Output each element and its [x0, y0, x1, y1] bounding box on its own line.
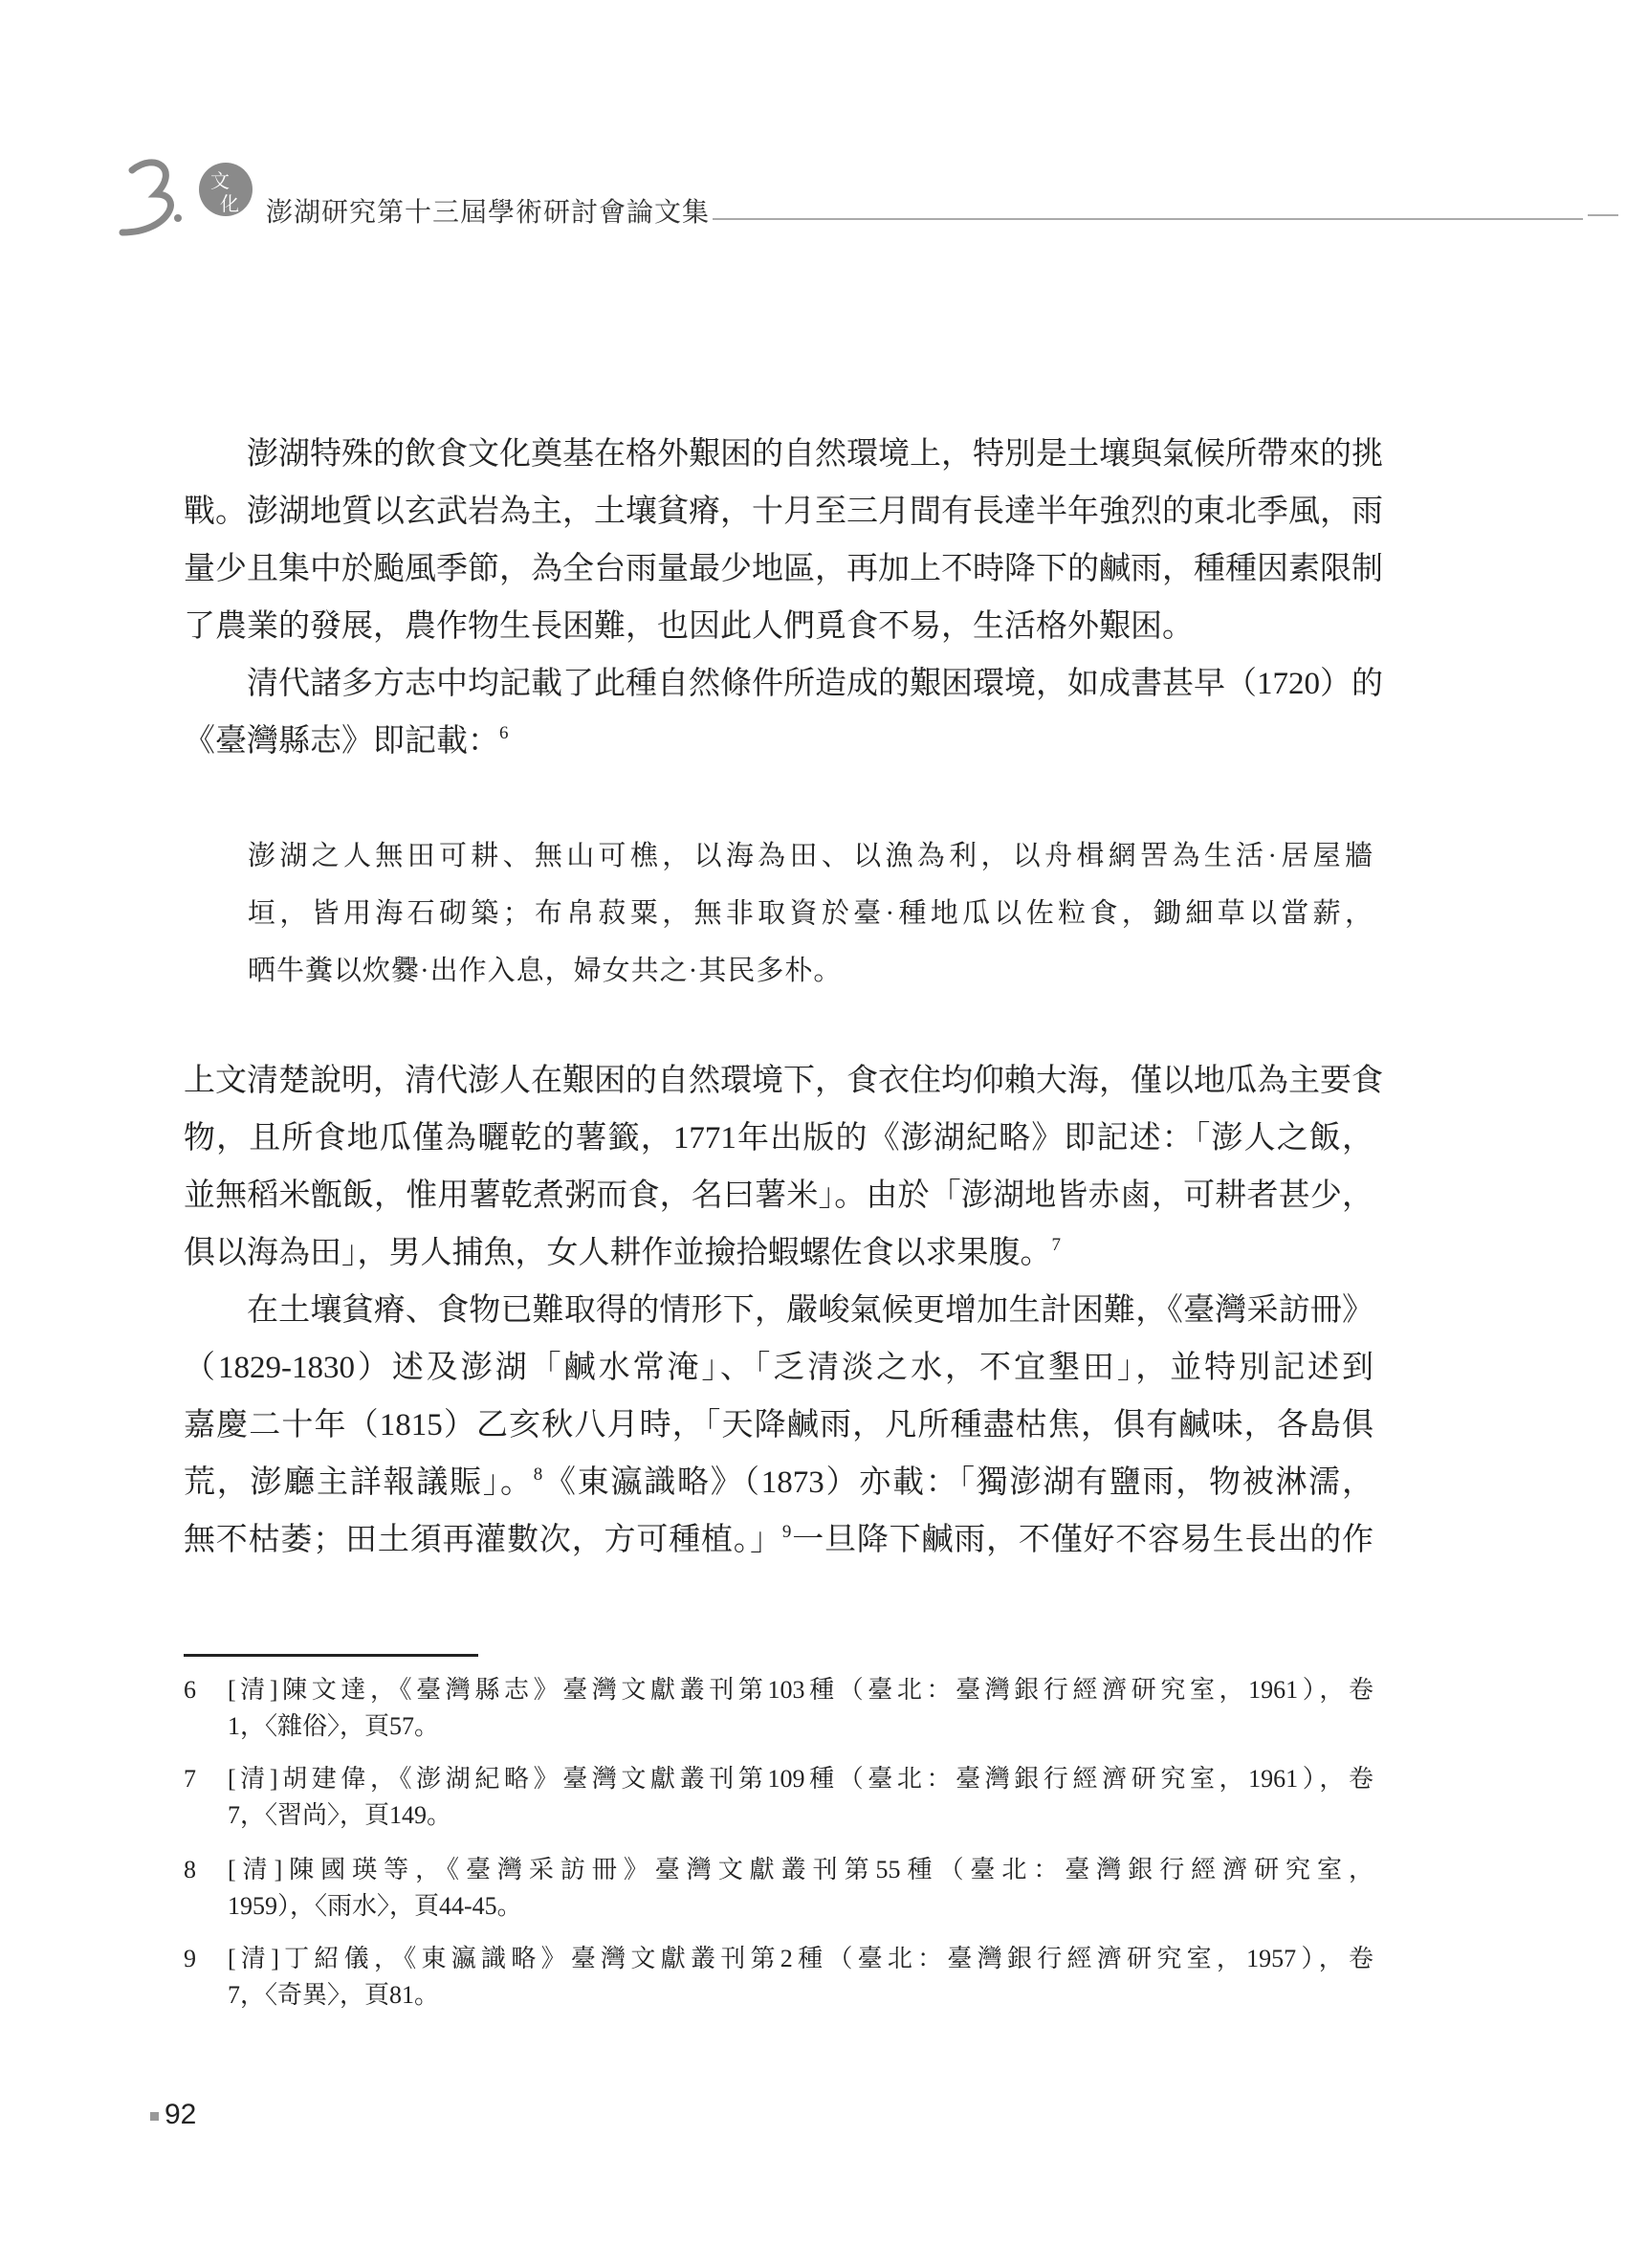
footnote-text: 7，〈習尚〉，頁149。 [228, 1801, 452, 1829]
quote-line: 晒牛糞以炊爨·出作入息，婦女共之·其民多朴。 [248, 956, 843, 986]
footnote-text: [清]陳文達，《臺灣縣志》臺灣文獻叢刊第103種（臺北：臺灣銀行經濟研究室，1961），卷 [228, 1676, 1373, 1704]
footnote-ref[interactable]: 6 [499, 723, 509, 743]
text-segment: 一旦降下鹹雨，不僅好不容易生長出的作 [791, 1523, 1374, 1557]
text-segment: 無不枯萎；田土須再灌數次，方可種植。」 [184, 1523, 782, 1557]
text-line [184, 1464, 1373, 1502]
text-line [184, 1234, 1373, 1272]
page-number: 92 [165, 2099, 197, 2130]
text-segment: 《臺灣縣志》即記載： [184, 724, 499, 759]
footnote-ref[interactable]: 7 [1051, 1235, 1061, 1255]
text-line: 了農業的發展，農作物生長困難，也因此人們覓食不易，生活格外艱困。 [184, 609, 1194, 644]
text-line: 上文清楚說明，清代澎人在艱困的自然環境下，食衣住均仰賴大海，僅以地瓜為主要食 [184, 1064, 1383, 1098]
quote-line: 垣，皆用海石砌築；布帛菽粟，無非取資於臺·種地瓜以佐粒食，鋤細草以當薪， [248, 898, 1373, 929]
text-segment: 荒，澎廳主詳報議賑」。 [184, 1465, 534, 1500]
footnote-text: [清]陳國瑛等，《臺灣采訪冊》臺灣文獻叢刊第55種（臺北：臺灣銀行經濟研究室， [228, 1856, 1373, 1883]
footnote-text: 1，〈雜俗〉，頁57。 [228, 1712, 440, 1740]
text-line: 澎湖特殊的飲食文化奠基在格外艱困的自然環境上，特別是土壤與氣候所帶來的挑 [247, 437, 1383, 472]
text-line: 在土壤貧瘠、食物已難取得的情形下，嚴峻氣候更增加生計困難，《臺灣采訪冊》 [247, 1293, 1373, 1328]
footnote-number: 9 [184, 1945, 196, 1972]
svg-text:化: 化 [220, 192, 239, 215]
text-line: 嘉慶二十年（1815）乙亥秋八月時，「天降鹹雨，凡所種盡枯焦，俱有鹹味，各島俱 [184, 1408, 1373, 1442]
footnote-number: 6 [184, 1676, 196, 1704]
logo-mark [103, 151, 266, 237]
text-line: 量少且集中於颱風季節，為全台雨量最少地區，再加上不時降下的鹹雨，種種因素限制 [184, 552, 1383, 586]
footnote-text: 7，〈奇異〉，頁81。 [228, 1981, 440, 2009]
footnote-text: 1959），〈雨水〉，頁44-45。 [228, 1892, 522, 1920]
text-line: 並無稻米甑飯，惟用薯乾煮粥而食，名曰薯米」。由於「澎湖地皆赤鹵，可耕者甚少， [184, 1178, 1373, 1213]
footnote-ref[interactable]: 9 [781, 1522, 792, 1542]
footnote-ref[interactable]: 8 [533, 1464, 543, 1485]
footnote-text: [清]胡建偉，《澎湖紀略》臺灣文獻叢刊第109種（臺北：臺灣銀行經濟研究室，1961），卷 [228, 1765, 1373, 1793]
text-line: 戰。澎湖地質以玄武岩為主，土壤貧瘠，十月至三月間有長達半年強烈的東北季風，雨 [184, 495, 1383, 529]
text-segment: 俱以海為田」，男人捕魚，女人耕作並撿拾蝦螺佐食以求果腹。 [184, 1236, 1052, 1270]
footnote-number: 7 [184, 1765, 196, 1793]
header-rule [713, 218, 1583, 220]
text-line [184, 722, 1373, 760]
footnote-text: [清]丁紹儀，《東瀛識略》臺灣文獻叢刊第2種（臺北：臺灣銀行經濟研究室，1957），卷 [228, 1945, 1373, 1972]
text-line: 清代諸多方志中均記載了此種自然條件所造成的艱困環境，如成書甚早（1720）的 [247, 667, 1383, 701]
text-line: 物，且所食地瓜僅為曬乾的薯籤，1771年出版的《澎湖紀略》即記述：「澎人之飯， [184, 1121, 1373, 1156]
header-rule-tick [1588, 214, 1618, 216]
publication-title: 澎湖研究第十三屆學術研討會論文集 [266, 196, 711, 228]
page-number-marker [150, 2112, 159, 2121]
text-line [184, 1521, 1373, 1559]
text-segment: 《東瀛識略》（1873）亦載：「獨澎湖有鹽雨，物被淋濡， [542, 1465, 1373, 1500]
text-line: （1829-1830）述及澎湖「鹹水常淹」、「乏清淡之水，不宜墾田」，並特別記述到 [184, 1351, 1373, 1385]
svg-text:文: 文 [210, 169, 230, 192]
footnote-number: 8 [184, 1856, 196, 1883]
footnote-rule [184, 1654, 478, 1657]
quote-line: 澎湖之人無田可耕、無山可樵，以海為田、以漁為利，以舟楫網罟為生活·居屋牆 [248, 841, 1373, 871]
